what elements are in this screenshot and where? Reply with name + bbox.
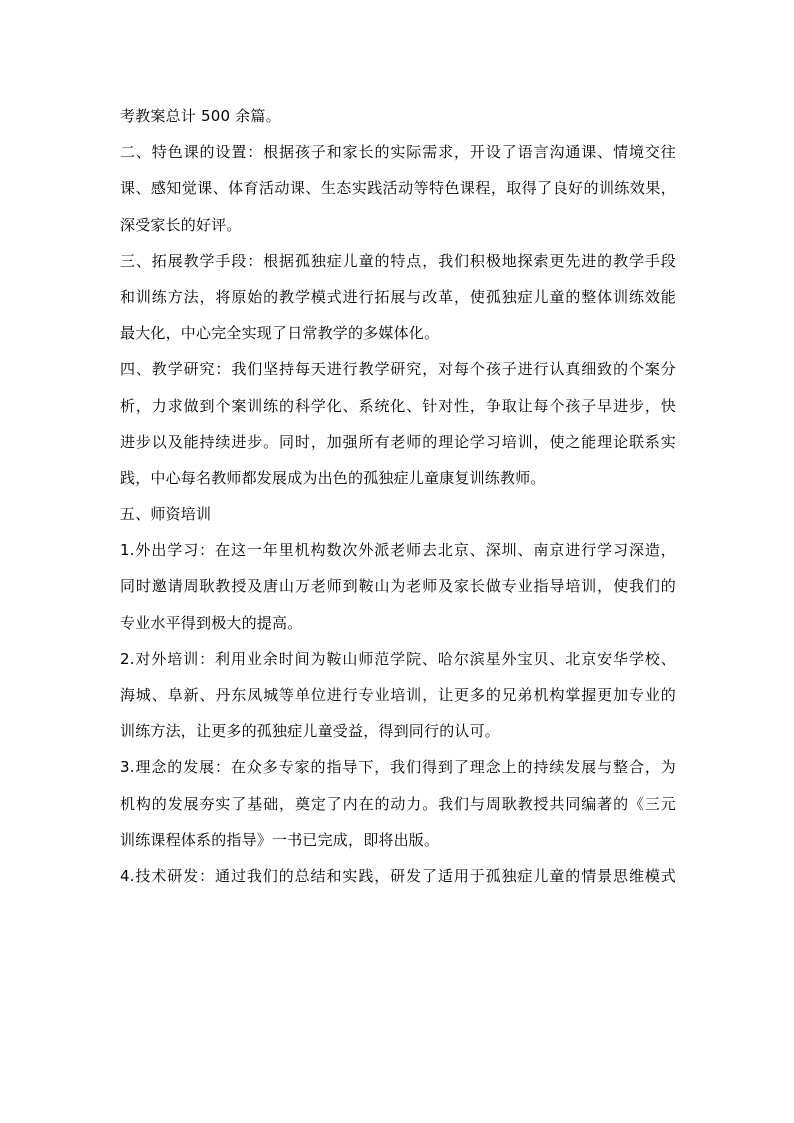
text-line-outreach-training: 2.对外培训：利用业余时间为鞍山师范学院、哈尔滨星外宝贝、北京安华学校、 (120, 649, 676, 668)
text-line: 和训练方法，将原始的教学模式进行拓展与改革，使孤独症儿童的整体训练效能 (120, 287, 676, 306)
section-heading-teacher-training: 五、师资培训 (120, 505, 212, 524)
text-line: 机构的发展夯实了基础，奠定了内在的动力。我们与周耿教授共同编著的《三元 (120, 794, 676, 813)
text-line: 训练方法，让更多的孤独症儿童受益，得到同行的认可。 (120, 722, 501, 741)
text-line: 海城、阜新、丹东凤城等单位进行专业培训，让更多的兄弟机构掌握更加专业的 (120, 686, 676, 704)
text-line-continuation: 考教案总计 500 余篇。 (120, 107, 281, 125)
text-line: 最大化，中心完全实现了日常教学的多媒体化。 (120, 324, 440, 343)
text-line-external-study: 1.外出学习：在这一年里机构数次外派老师去北京、深圳、南京进行学习深造， (120, 541, 676, 560)
text-line: 践，中心每名教师都发展成为出色的孤独症儿童康复训练教师。 (120, 468, 546, 487)
text-line: 同时邀请周耿教授及唐山万老师到鞍山为老师及家长做专业指导培训，使我们的 (120, 577, 676, 596)
text-line-feature-courses: 二、特色课的设置：根据孩子和家长的实际需求，开设了语言沟通课、情境交往 (120, 143, 676, 162)
text-line: 课、感知觉课、体育活动课、生态实践活动等特色课程，取得了良好的训练效果， (120, 179, 676, 198)
text-line: 析，力求做到个案训练的科学化、系统化、针对性，争取让每个孩子早进步，快 (120, 396, 676, 415)
text-line-teaching-research: 四、教学研究：我们坚持每天进行教学研究，对每个孩子进行认真细致的个案分 (120, 360, 676, 379)
text-line-concept-development: 3.理念的发展：在众多专家的指导下，我们得到了理念上的持续发展与整合，为 (120, 758, 676, 777)
text-line: 专业水平得到极大的提高。 (120, 613, 303, 632)
document-body (120, 98, 676, 894)
text-line: 训练课程体系的指导》一书已完成，即将出版。 (120, 830, 440, 849)
text-line-teaching-methods: 三、拓展教学手段：根据孤独症儿童的特点，我们积极地探索更先进的教学手段 (120, 251, 676, 270)
text-line: 进步以及能持续进步。同时，加强所有老师的理论学习培训，使之能理论联系实 (120, 432, 676, 451)
text-line: 深受家长的好评。 (120, 215, 242, 234)
text-line-tech-development: 4.技术研发：通过我们的总结和实践，研发了适用于孤独症儿童的情景思维模式 (120, 866, 676, 885)
